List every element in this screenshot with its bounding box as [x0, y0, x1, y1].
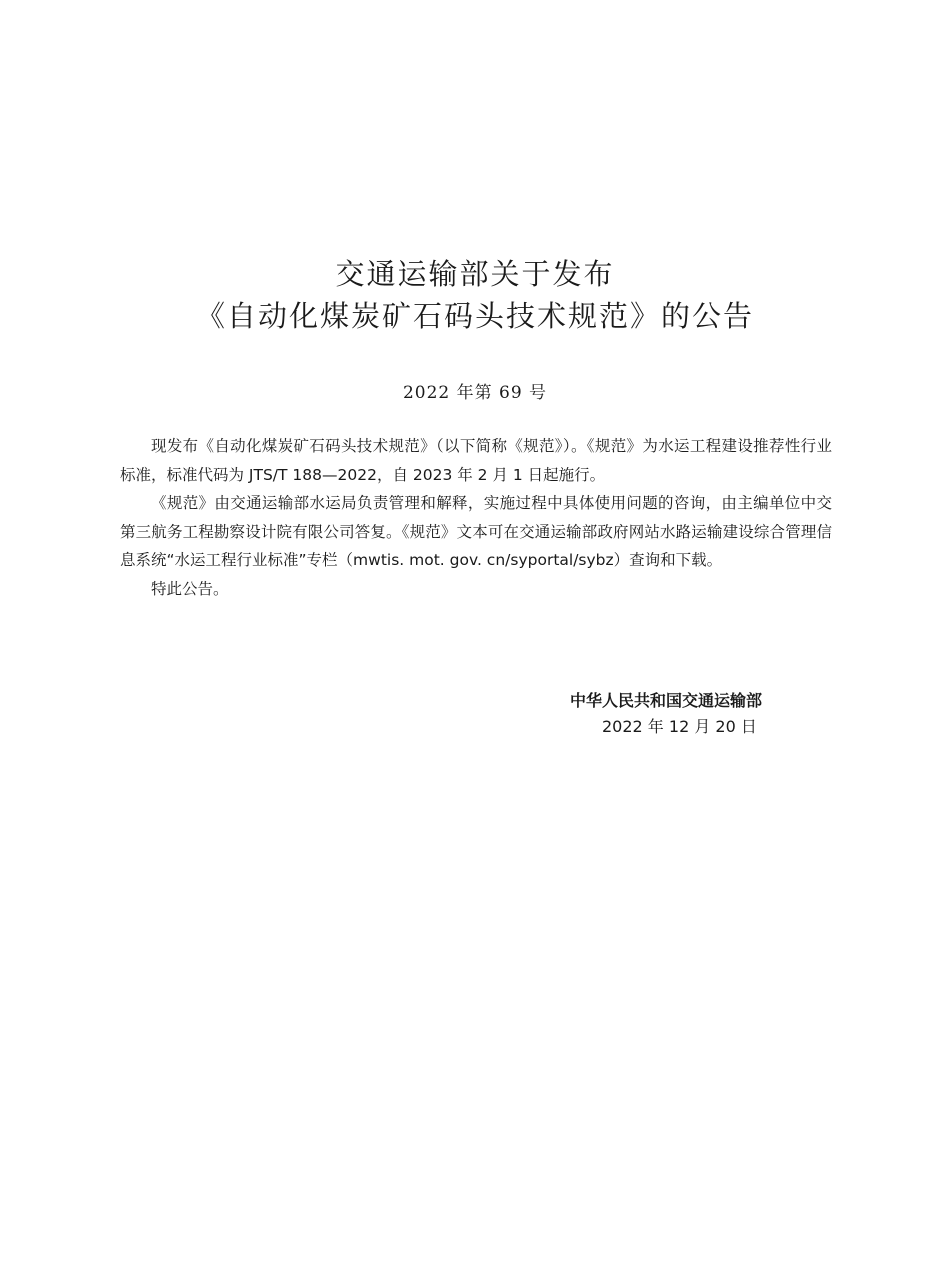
document-number: 2022 年第 69 号: [402, 383, 548, 403]
body-paragraph-1: 现发布《自动化煤炭矿石码头技术规范》（以下简称《规范》）。《规范》为水运工程建设推荐性行业标准，标准代码为 JTS/T 188—2022，自 2023 年 2 月 1 日起施行。: [120, 437, 832, 484]
body-paragraph-3: 特此公告。: [151, 579, 229, 598]
body-paragraph-2: 《规范》由交通运输部水运局负责管理和解释，实施过程中具体使用问题的咨询，由主编单位中交第三航务工程勘察设计院有限公司答复。《规范》文本可在交通运输部政府网站水路运输建设综合管理信息系统“水运工程行业标准”专栏（mwtis. mot. gov. cn/syportal/sybz）查询和下载。: [120, 494, 832, 569]
announcement-body: [120, 432, 832, 603]
announcement-title-line2: 《自动化煤炭矿石码头技术规范》的公告: [195, 299, 754, 333]
announcement-title-line1: 交通运输部关于发布: [335, 257, 615, 291]
issuing-authority: 中华人民共和国交通运输部: [570, 691, 763, 710]
issue-date: 2022 年 12 月 20 日: [602, 717, 757, 736]
